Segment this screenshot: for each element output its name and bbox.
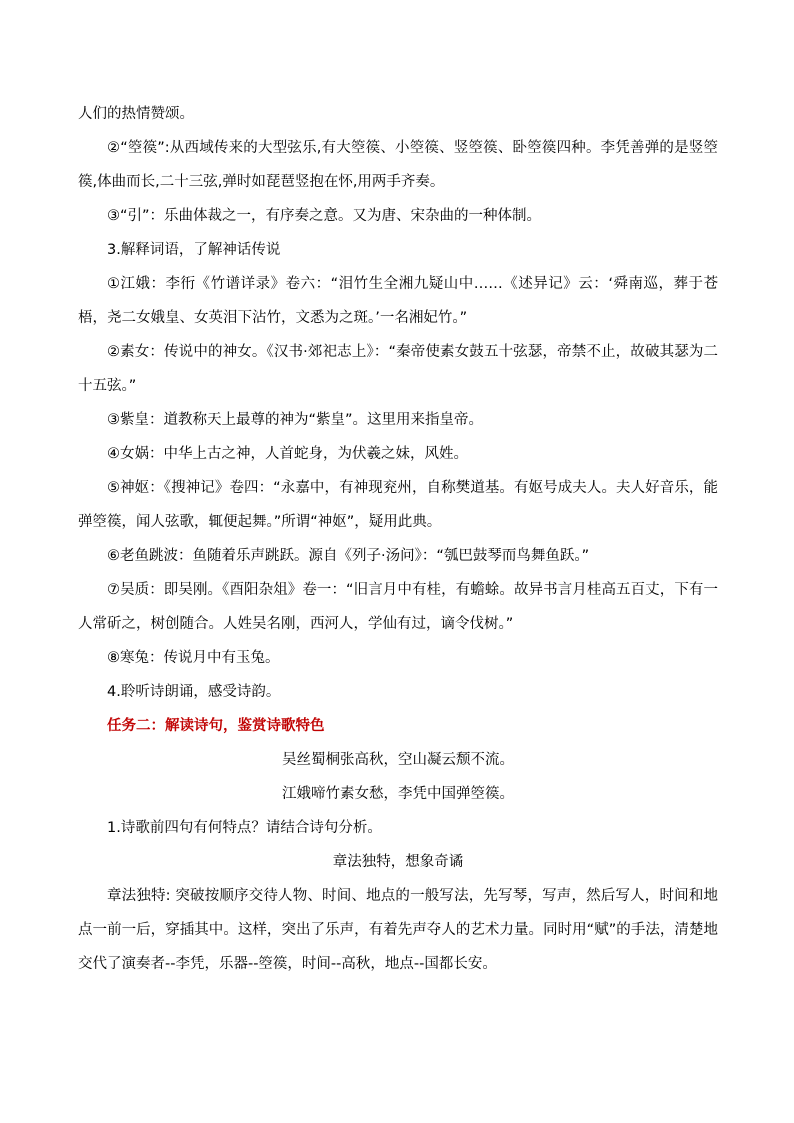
section-heading-3: 3.解释词语，了解神话传说	[107, 242, 281, 258]
poem-line-1: 吴丝蜀桐张高秋，空山凝云颓不流。	[282, 752, 514, 768]
note-wuzhi: ⑦吴质：即吴刚。《酉阳杂俎》卷一：“旧言月中有桂，有蟾蜍。故异书言月桂高五百丈，下有一人常斫之，树创随合。人姓吴名刚，西河人，学仙有过，谪令伐树。”	[78, 582, 718, 632]
document-body	[78, 97, 718, 981]
note-yin: ③“引”：乐曲体裁之一，有序奏之意。又为唐、宋杂曲的一种体制。	[107, 208, 542, 224]
section-heading-4: 4.聆听诗朗诵，感受诗韵。	[107, 684, 281, 700]
note-hantu: ⑧寒兔：传说月中有玉兔。	[107, 650, 280, 666]
note-shenyu: ⑤神妪：《搜神记》卷四：“永嘉中，有神现兖州，自称樊道基。有妪号成夫人。夫人好音乐，能弹箜篌，闻人弦歌，辄便起舞。”所谓“神妪”，疑用此典。	[78, 480, 718, 530]
answer-paragraph: 章法独特: 突破按顺序交待人物、时间、地点的一般写法，先写琴，写声，然后写人，时间和地点一前一后，穿插其中。这样，突出了乐声，有着先声夺人的艺术力量。同时用“赋”的手法，清楚地交代了演奏者--李凭，乐器--箜篌，时间--高秋，地点--国都长安。	[78, 888, 718, 972]
note-laoyu: ⑥老鱼跳波：鱼随着乐声跳跃。源自《列子·汤问》：“瓠巴鼓琴而鸟舞鱼跃。”	[107, 548, 590, 564]
task-heading: 任务二：解读诗句，鉴赏诗歌特色	[107, 718, 325, 734]
poem-line-2: 江娥啼竹素女愁，李凭中国弹箜篌。	[282, 786, 514, 802]
paragraph-intro: 人们的热情赞颂。	[78, 106, 194, 122]
note-sunu: ②素女：传说中的神女。《汉书·郊祀志上》：“秦帝使素女鼓五十弦瑟，帝禁不止，故破其瑟为二十五弦。”	[78, 344, 718, 394]
note-konghou: ②“箜篌”:从西域传来的大型弦乐,有大箜篌、小箜篌、竖箜篌、卧箜篌四种。李凭善弹的是竖箜篌,体曲而长,二十三弦,弹时如琵琶竖抱在怀,用两手齐奏。	[78, 140, 718, 190]
answer-title: 章法独特，想象奇谲	[332, 854, 464, 870]
note-jiange: ①江娥：李衎《竹谱详录》卷六：“泪竹生全湘九疑山中……《述异记》云：‘舜南巡，葬于苍梧，尧二女娥皇、女英泪下沾竹，文悉为之斑。’一名湘妃竹。”	[78, 276, 718, 326]
question: 1.诗歌前四句有何特点？请结合诗句分析。	[107, 820, 382, 836]
note-nuwa: ④女娲：中华上古之神，人首蛇身，为伏羲之妹，风姓。	[107, 446, 468, 462]
note-zihuang: ③紫皇：道教称天上最尊的神为“紫皇”。这里用来指皇帝。	[107, 412, 484, 428]
